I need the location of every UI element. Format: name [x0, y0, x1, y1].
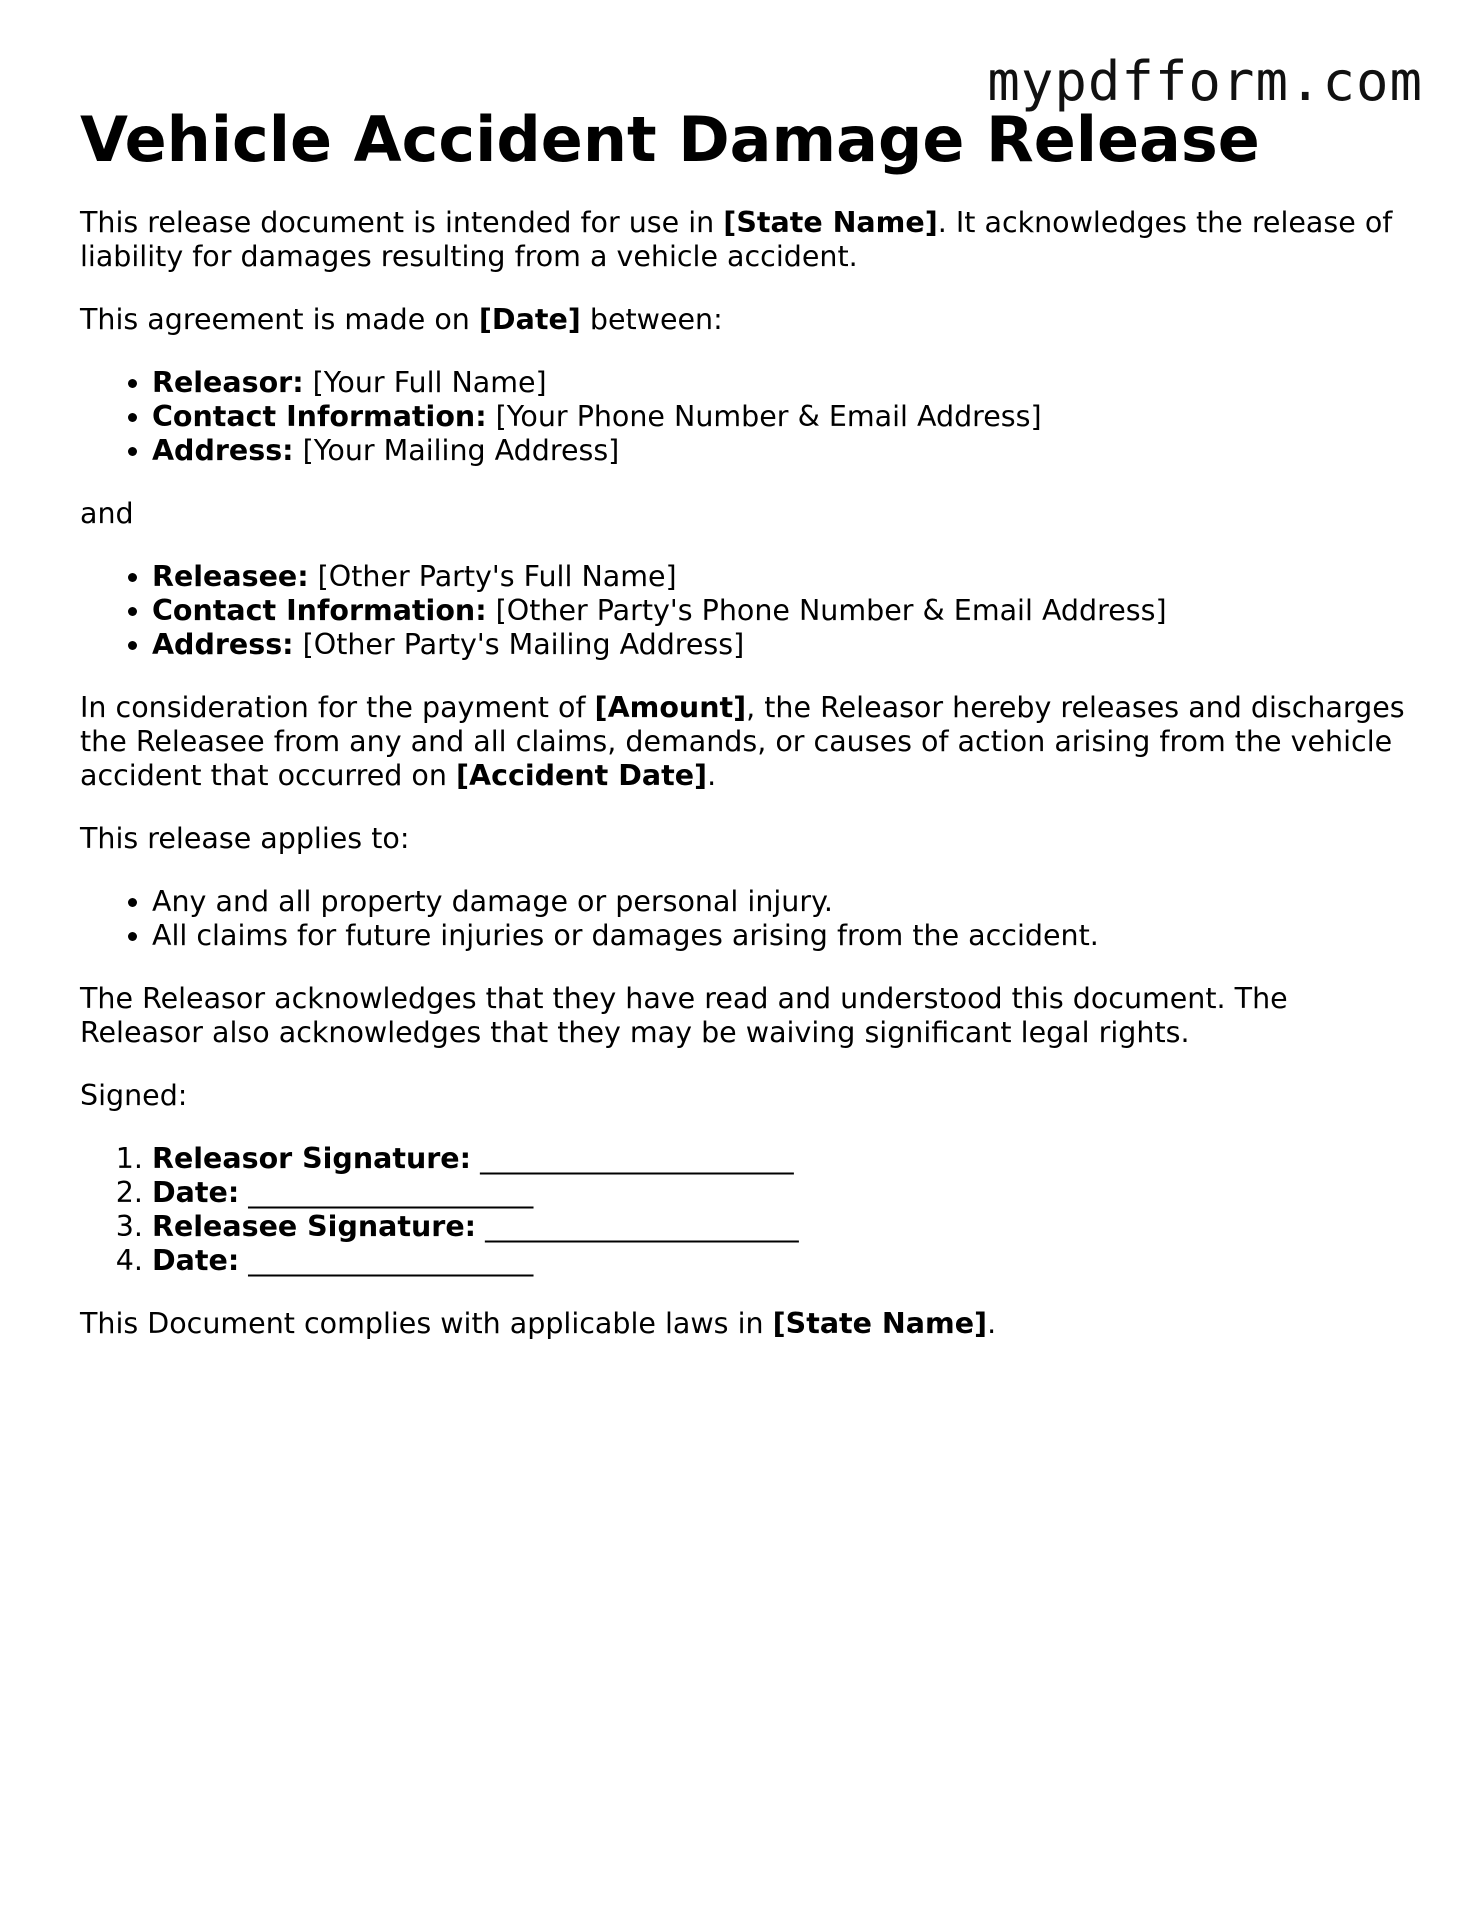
- field-value: [Your Mailing Address]: [293, 434, 620, 467]
- document-title: Vehicle Accident Damage Release: [80, 103, 1260, 176]
- list-item: • Any and all property damage or personal injury.: [152, 885, 1410, 919]
- applies-to-heading: This release applies to:: [80, 822, 410, 855]
- list-item: [152, 434, 1410, 468]
- applies-to-list: [80, 885, 1410, 953]
- field-value: [Other Party's Mailing Address]: [293, 628, 745, 661]
- signature-blank[interactable]: ______________________: [471, 1142, 794, 1175]
- list-item: [152, 560, 1410, 594]
- amount-placeholder: [Amount]: [594, 691, 747, 724]
- list-item: [152, 628, 1410, 662]
- date-placeholder: [Date]: [478, 303, 581, 336]
- state-name-placeholder: [State Name]: [772, 1307, 988, 1340]
- intro-paragraph: [80, 206, 1410, 274]
- consideration-paragraph: [80, 691, 1410, 793]
- signature-label: Date:: [152, 1244, 240, 1277]
- field-label: Contact Information:: [152, 594, 487, 627]
- consideration-text: In consideration for the payment of: [80, 691, 595, 724]
- field-value: [Your Phone Number & Email Address]: [486, 400, 1042, 433]
- list-item: [152, 400, 1410, 434]
- signature-label: Releasee Signature:: [152, 1210, 477, 1243]
- list-item: • All claims for future injuries or damages arising from the accident.: [152, 919, 1410, 953]
- agreement-paragraph: [80, 303, 1410, 337]
- signature-blank[interactable]: ____________________: [239, 1244, 534, 1277]
- intro-text: This release document is intended for use in: [80, 206, 724, 239]
- list-item: [152, 366, 1410, 400]
- agreement-text-end: between:: [580, 303, 723, 336]
- field-label: Address:: [152, 628, 294, 661]
- signature-line-date[interactable]: [152, 1176, 1410, 1210]
- site-watermark: mypdfform.com: [987, 50, 1423, 113]
- releasor-details-list: [80, 366, 1410, 468]
- acknowledgement-paragraph: The Releasor acknowledges that they have read and understood this document. The Releasor also acknowledges that they may be waiving significant legal rights.: [80, 982, 1288, 1049]
- and-separator: and: [80, 497, 134, 530]
- agreement-text: This agreement is made on: [80, 303, 479, 336]
- field-label: Releasor:: [152, 366, 304, 399]
- field-label: Releasee:: [152, 560, 309, 593]
- field-value: [Other Party's Full Name]: [308, 560, 677, 593]
- consideration-text-middle: , the Releasor hereby releases and discharges the Releasee from any and all claims, demands, or causes of action arising from the vehicle accident that occurred on: [80, 691, 1405, 792]
- list-item: [152, 594, 1410, 628]
- signature-blank[interactable]: ____________________: [239, 1176, 534, 1209]
- signature-line-date[interactable]: [152, 1244, 1410, 1278]
- releasee-details-list: [80, 560, 1410, 662]
- field-value: [Other Party's Phone Number & Email Address]: [486, 594, 1167, 627]
- state-name-placeholder: [State Name]: [723, 206, 938, 239]
- compliance-text: This Document complies with applicable laws in: [80, 1307, 773, 1340]
- consideration-text-end: .: [707, 759, 717, 792]
- field-value: [Your Full Name]: [303, 366, 547, 399]
- compliance-text-end: .: [987, 1307, 997, 1340]
- signature-line-releasee[interactable]: [152, 1210, 1410, 1244]
- signature-line-releasor[interactable]: [152, 1142, 1410, 1176]
- signature-list: [80, 1142, 1410, 1278]
- signature-label: Releasor Signature:: [152, 1142, 472, 1175]
- accident-date-placeholder: [Accident Date]: [455, 759, 708, 792]
- intro-text-end: . It acknowledges the release of liability for damages resulting from a vehicle accident.: [80, 206, 1393, 273]
- compliance-paragraph: [80, 1307, 1410, 1341]
- signed-label: Signed:: [80, 1079, 188, 1112]
- signature-label: Date:: [152, 1176, 240, 1209]
- signature-blank[interactable]: ______________________: [476, 1210, 799, 1243]
- field-label: Contact Information:: [152, 400, 487, 433]
- document-content: [80, 96, 1410, 1341]
- field-label: Address:: [152, 434, 294, 467]
